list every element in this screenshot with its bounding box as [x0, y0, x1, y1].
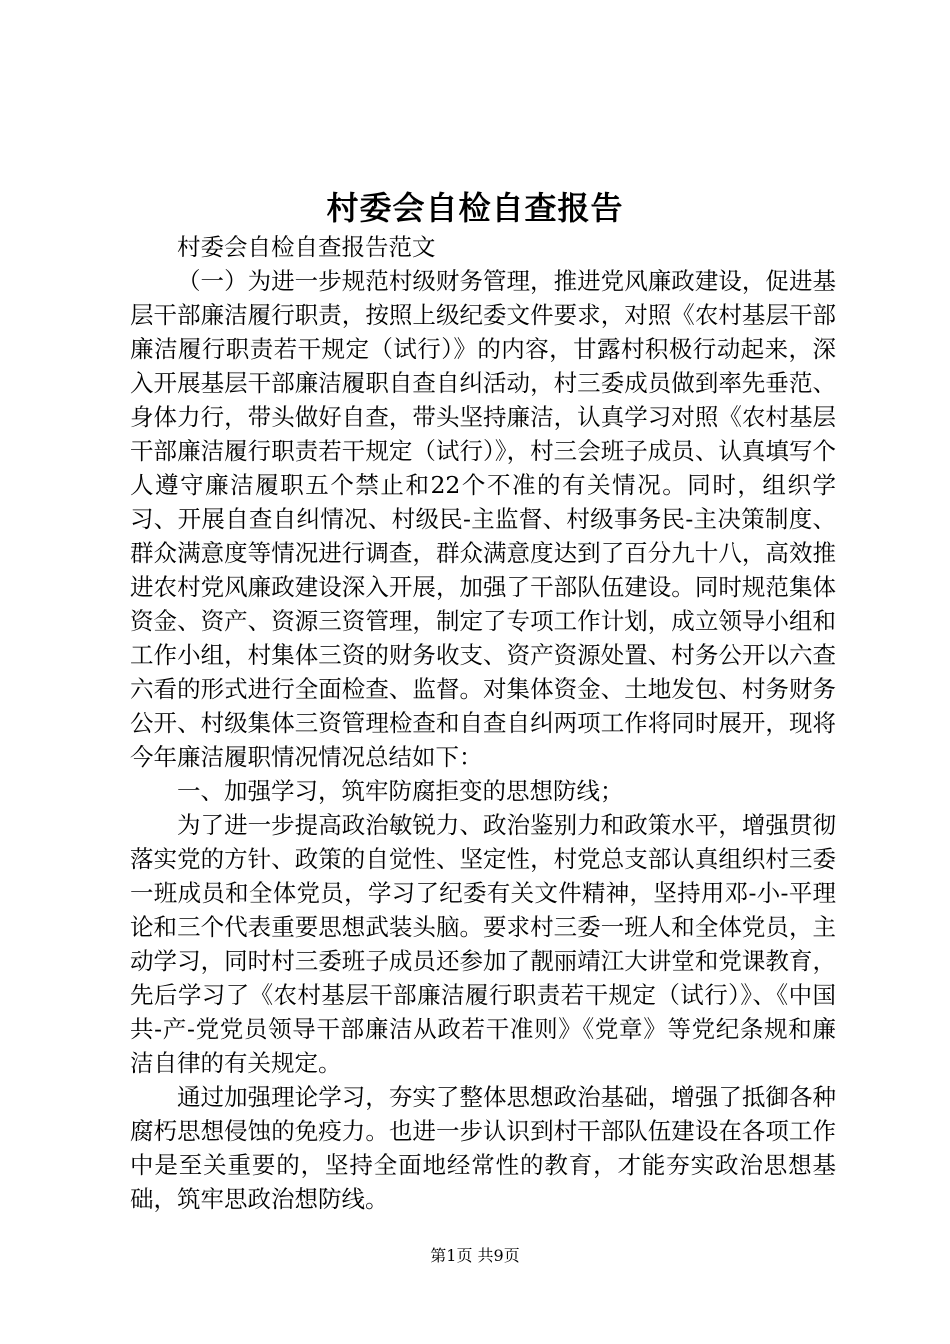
paragraph-study: 为了进一步提高政治敏锐力、政治鉴别力和政策水平，增强贯彻落实党的方针、政策的自觉性、坚定性，村党总支部认真组织村三委一班成员和全体党员，学习了纪委有关文件精神，坚持用邓-小-平理论和三个代表重要思想武装头脑。要求村三委一班人和全体党员，主动学习，同时村三委班子成员还参加了靓丽靖江大讲堂和党课教育，先后学习了《农村基层干部廉洁履行职责若干规定（试行）》、《中国共-产-党党员领导干部廉洁从政若干准则》《党章》等党纪条规和廉洁自律的有关规定。	[130, 811, 836, 1077]
document-title: 村委会自检自查报告	[326, 189, 624, 227]
document-body	[130, 230, 836, 1216]
page-footer: 第1页 共9页	[430, 1246, 520, 1265]
paragraph-subtitle: 村委会自检自查报告范文	[177, 233, 436, 261]
paragraph-heading-1: 一、加强学习，筑牢防腐拒变的思想防线；	[177, 777, 624, 805]
paragraph-result: 通过加强理论学习，夯实了整体思想政治基础，增强了抵御各种腐朽思想侵蚀的免疫力。也进一步认识到村干部队伍建设在各项工作中是至关重要的，坚持全面地经常性的教育，才能夯实政治思想基础，筑牢思政治想防线。	[130, 1083, 836, 1213]
paragraph-intro: （一）为进一步规范村级财务管理，推进党风廉政建设，促进基层干部廉洁履行职责，按照上级纪委文件要求，对照《农村基层干部廉洁履行职责若干规定（试行）》的内容，甘露村积极行动起来，深入开展基层干部廉洁履职自查自纠活动，村三委成员做到率先垂范、身体力行，带头做好自查，带头坚持廉洁，认真学习对照《农村基层干部廉洁履行职责若干规定（试行）》，村三会班子成员、认真填写个人遵守廉洁履职五个禁止和22个不准的有关情况。同时，组织学习、开展自查自纠情况、村级民-主监督、村级事务民-主决策制度、群众满意度等情况进行调查，群众满意度达到了百分九十八，高效推进农村党风廉政建设深入开展，加强了干部队伍建设。同时规范集体资金、资产、资源三资管理，制定了专项工作计划，成立领导小组和工作小组，村集体三资的财务收支、资产资源处置、村务公开以六查六看的形式进行全面检查、监督。对集体资金、土地发包、村务财务公开、村级集体三资管理检查和自查自纠两项工作将同时展开，现将今年廉洁履职情况情况总结如下：	[130, 267, 836, 771]
